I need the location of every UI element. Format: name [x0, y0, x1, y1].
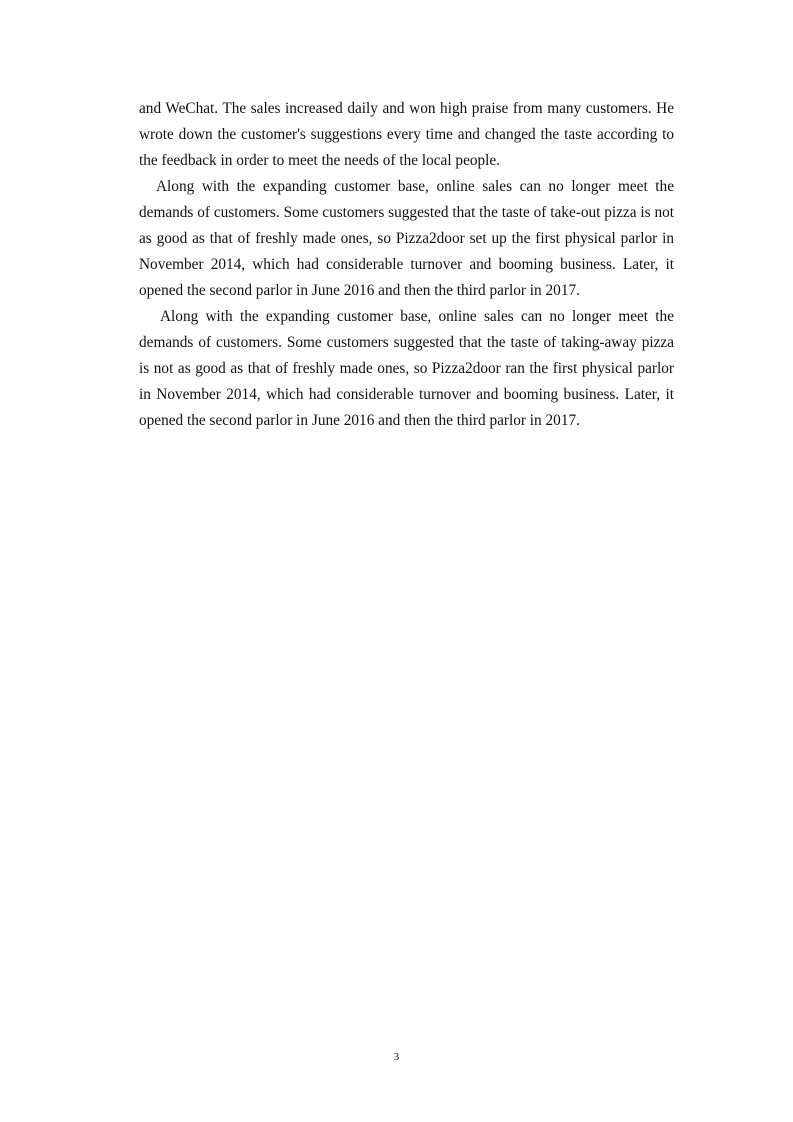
page-number: 3 [393, 1051, 400, 1063]
paragraph-continuation: and WeChat. The sales increased daily and won high praise from many customers. He wrote down the customer's suggestions every time and changed the taste according to the feedback in order to meet the needs of the local people. [139, 100, 674, 169]
body-text [139, 96, 674, 434]
paragraph-parlor-expansion-revised: Along with the expanding customer base, online sales can no longer meet the demands of customers. Some customers suggested that the taste of taking-away pizza is not as good as that of freshly made ones, so Pizza2door ran the first physical parlor in November 2014, which had considerable turnover and booming business. Later, it opened the second parlor in June 2016 and then the third parlor in 2017. [139, 308, 674, 429]
paragraph-parlor-expansion: Along with the expanding customer base, online sales can no longer meet the demands of customers. Some customers suggested that the taste of take-out pizza is not as good as that of freshly made ones, so Pizza2door set up the first physical parlor in November 2014, which had considerable turnover and booming business. Later, it opened the second parlor in June 2016 and then the third parlor in 2017. [139, 178, 674, 299]
